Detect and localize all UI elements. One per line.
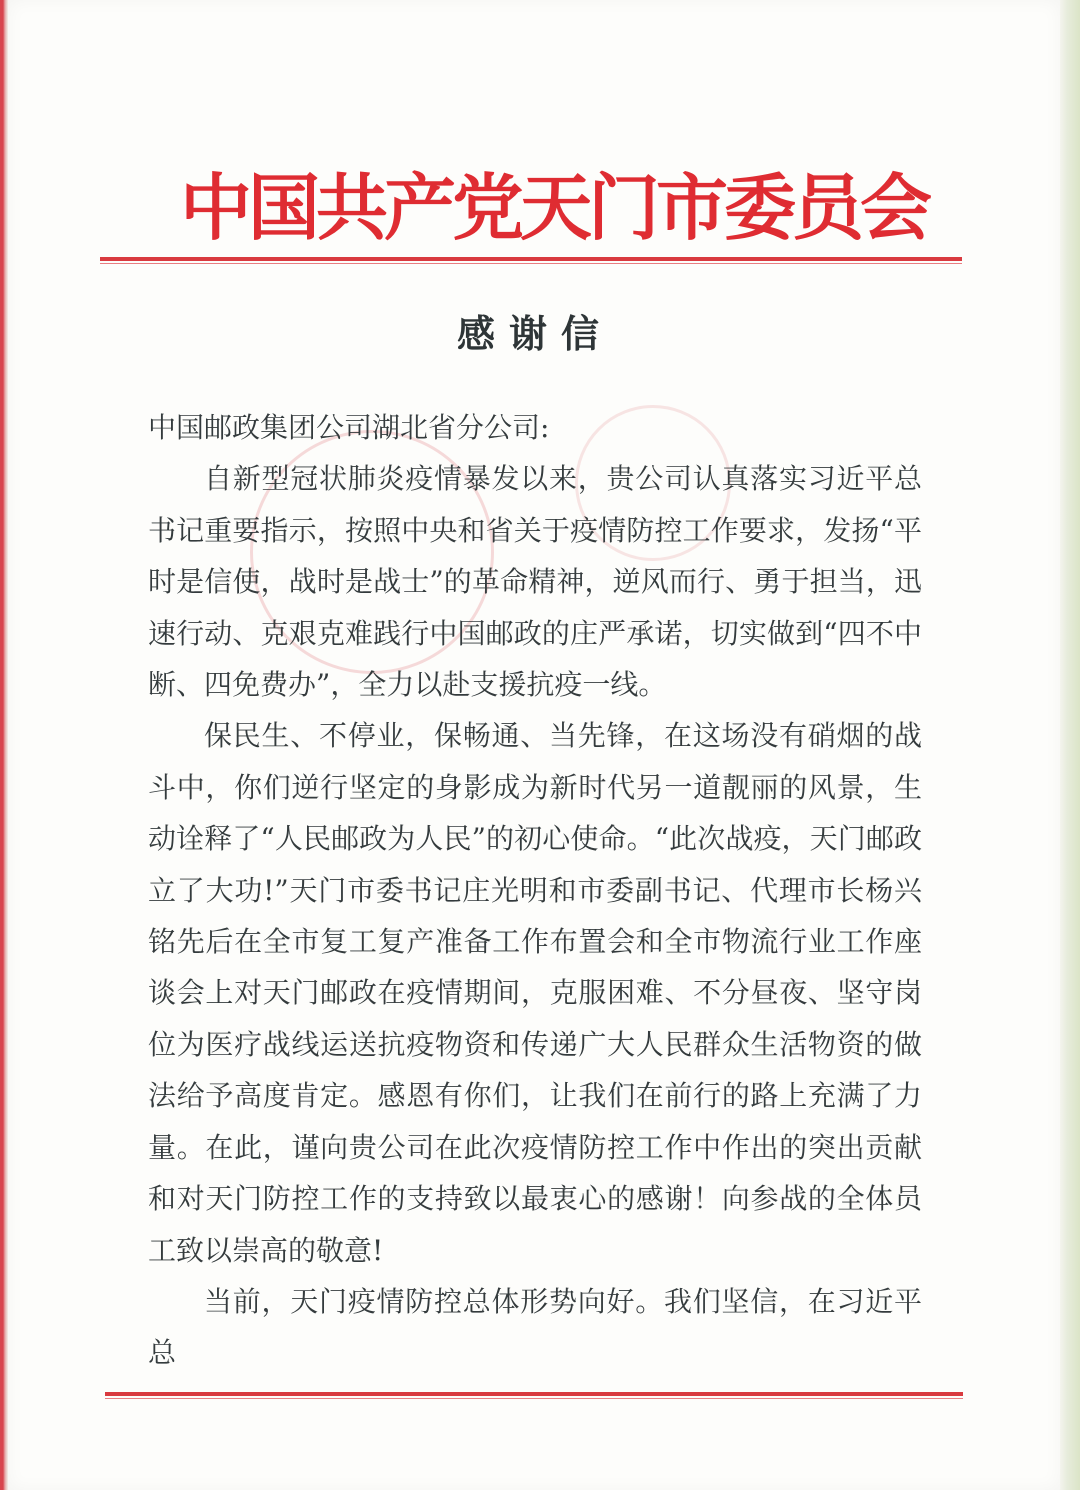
letter-paragraph: 保民生、不停业，保畅通、当先锋，在这场没有硝烟的战斗中，你们逆行坚定的身影成为新时代另一道靓丽的风景，生动诠释了“人民邮政为人民”的初心使命。“此次战疫，天门邮政立了大功!”天门市委书记庄光明和市委副书记、代理市长杨兴铭先后在全市复工复产准备工作布置会和全市物流行业工作座谈会上对天门邮政在疫情期间，克服困难、不分昼夜、坚守岗位为医疗战线运送抗疫物资和传递广大人民群众生活物资的做法给予高度肯定。感恩有你们，让我们在前行的路上充满了力量。在此，谨向贵公司在此次疫情防控工作中作出的突出贡献和对天门防控工作的支持致以最衷心的感谢！向参战的全体员工致以崇高的敬意! xyxy=(148,719,922,1267)
letterhead-red-rule xyxy=(100,257,962,261)
footer-red-rule xyxy=(105,1392,963,1396)
scan-left-edge xyxy=(0,0,8,1490)
letter-paragraph: 当前，天门疫情防控总体形势向好。我们坚信，在习近平总 xyxy=(148,1284,922,1370)
letter-paragraph: 自新型冠状肺炎疫情暴发以来，贵公司认真落实习近平总书记重要指示，按照中央和省关于疫情防控工作要求，发扬“平时是信使，战时是战士”的革命精神，逆风而行、勇于担当，迅速行动、克艰克难践行中国邮政的庄严承诺，切实做到“四不中断、四免费办”，全力以赴支援抗疫一线。 xyxy=(148,462,922,702)
document-title: 感谢信 xyxy=(456,311,613,356)
salutation: 中国邮政集团公司湖北省分公司: xyxy=(148,411,550,444)
letterhead-organization: 中国共产党天门市委员会 xyxy=(180,165,929,250)
scan-right-edge xyxy=(1060,0,1080,1490)
letter-body xyxy=(148,402,922,1379)
